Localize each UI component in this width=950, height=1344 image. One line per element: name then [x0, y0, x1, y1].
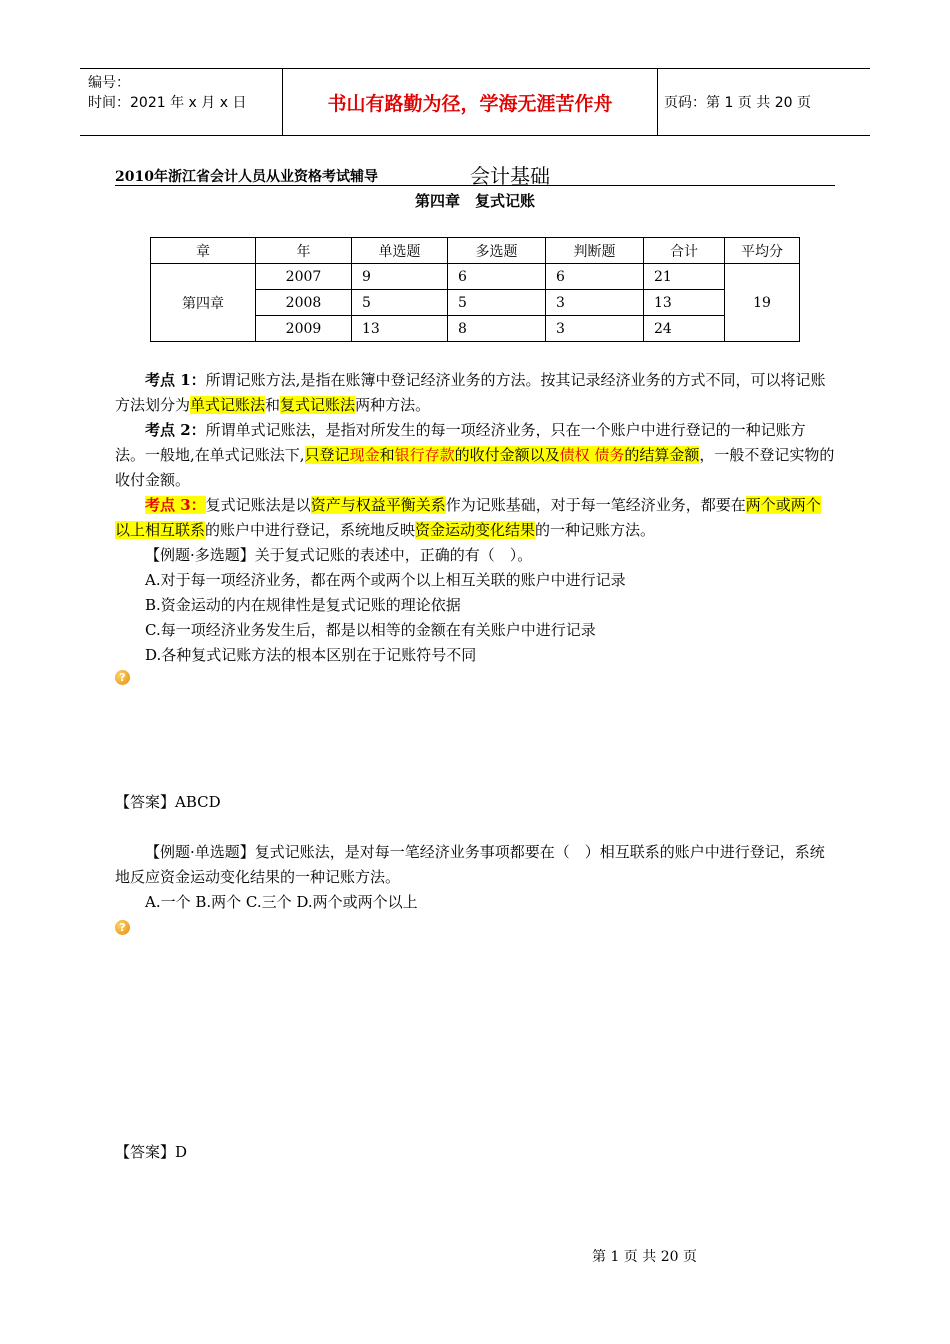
highlight: 和: [379, 446, 395, 464]
table-cell: 6: [546, 264, 644, 290]
example1-question: 【例题·多选题】关于复式记账的表述中，正确的有（ ）。: [145, 546, 533, 564]
table-cell: 3: [546, 316, 644, 342]
time-label: 时间：2021 年 x 月 x 日: [88, 95, 247, 111]
table-header: 单选题: [352, 238, 448, 264]
point-text: 所谓记账方法,是指在账簿中登记经济业务的方法。按其记录经济业务的方式不同，可以将记账方法划分为: [115, 371, 826, 414]
point-text: 复式记账法是以: [205, 496, 311, 514]
exam-stats-table: [150, 237, 800, 342]
table-cell: 8: [448, 316, 546, 342]
question-mark-icon[interactable]: ?: [115, 920, 130, 935]
header-meta: [80, 69, 282, 135]
table-header: 年: [256, 238, 352, 264]
chapter-cell: 第四章: [151, 264, 256, 342]
table-cell: 5: [448, 290, 546, 316]
table-cell: 13: [352, 316, 448, 342]
question-mark-icon[interactable]: ?: [115, 670, 130, 685]
highlight: 两个或两个以上相互联系: [115, 496, 821, 539]
table-row: [151, 264, 800, 290]
point-text: 作为记账基础，对于每一笔经济业务，都要在: [445, 496, 746, 514]
point-text: 所谓单式记账法，是指对所发生的每一项经济业务，只在一个账户中进行登记的一种记账方法。一般地,在单式记账法下,: [115, 421, 806, 464]
highlight: 的收付金额以及: [454, 446, 560, 464]
example1-option: A.对于每一项经济业务，都在两个或两个以上相互关联的账户中进行记录: [145, 571, 626, 589]
point-label: 考点 2：: [145, 421, 206, 439]
table-cell: 21: [644, 264, 725, 290]
table-header: 判断题: [546, 238, 644, 264]
highlight: 的结算金额: [624, 446, 700, 464]
point-text: 的账户中进行登记，系统地反映: [205, 521, 416, 539]
example2-question: 【例题·单选题】复式记账法，是对每一笔经济业务事项都要在（ ）相互联系的账户中进行登记，系统地反应资金运动变化结果的一种记账方法。: [115, 843, 825, 886]
example2-answer: 【答案】D: [115, 1143, 188, 1161]
highlight: 现金: [349, 446, 380, 464]
point-label: 考点 1：: [145, 371, 206, 389]
example1-option: C.每一项经济业务发生后，都是以相等的金额在有关账户中进行记录: [145, 621, 596, 639]
year-cell: 2008: [256, 290, 352, 316]
table-header: 多选题: [448, 238, 546, 264]
highlight: 银行存款: [394, 446, 455, 464]
highlight: 债权 债务: [559, 446, 625, 464]
subtitle-bar: [115, 160, 835, 186]
table-cell: 3: [546, 290, 644, 316]
table-cell: 9: [352, 264, 448, 290]
example1-answer: 【答案】ABCD: [115, 793, 221, 811]
header-page-info: 页码：第 1 页 共 20 页: [664, 95, 811, 111]
table-cell: 6: [448, 264, 546, 290]
example1-option: D.各种复式记账方法的根本区别在于记账符号不同: [145, 646, 477, 664]
year-cell: 2009: [256, 316, 352, 342]
table-cell: 13: [644, 290, 725, 316]
chapter-title: 第四章 复式记账: [414, 192, 535, 210]
highlight: 只登记: [304, 446, 350, 464]
highlight: 资产与权益平衡关系: [310, 496, 446, 514]
page-footer: 第 1 页 共 20 页: [592, 1249, 697, 1265]
header-motto: 书山有路勤为径，学海无涯苦作舟: [282, 69, 658, 135]
page-header: [80, 68, 870, 136]
highlight: 资金运动变化结果: [415, 521, 536, 539]
table-cell: 24: [644, 316, 725, 342]
course-title: 2010年浙江省会计人员从业资格考试辅导: [115, 169, 378, 185]
average-cell: 19: [725, 264, 800, 342]
point-text: 的一种记账方法。: [535, 521, 656, 539]
table-cell: 5: [352, 290, 448, 316]
example2-options: A.一个 B.两个 C.三个 D.两个或两个以上: [145, 893, 418, 911]
table-header: 合计: [644, 238, 725, 264]
year-cell: 2007: [256, 264, 352, 290]
number-label: 编号：: [88, 75, 130, 91]
key-points: [115, 368, 835, 668]
key-point-2: [115, 418, 835, 493]
subject-title: 会计基础: [470, 164, 550, 188]
table-header: 平均分: [725, 238, 800, 264]
table-header-row: [151, 238, 800, 264]
point-label: 考点 3：: [145, 496, 206, 514]
highlight: 单式记账法: [190, 396, 266, 414]
example2: [115, 840, 835, 915]
highlight: 复式记账法: [280, 396, 356, 414]
point-text: 和: [265, 396, 281, 414]
table-header: 章: [151, 238, 256, 264]
point-text: 两种方法。: [355, 396, 431, 414]
key-point-1: [115, 368, 835, 418]
key-point-3: [115, 493, 835, 543]
example1-option: B.资金运动的内在规律性是复式记账的理论依据: [145, 596, 461, 614]
point-text: ，一般不登记实物的收付金额。: [115, 446, 835, 489]
